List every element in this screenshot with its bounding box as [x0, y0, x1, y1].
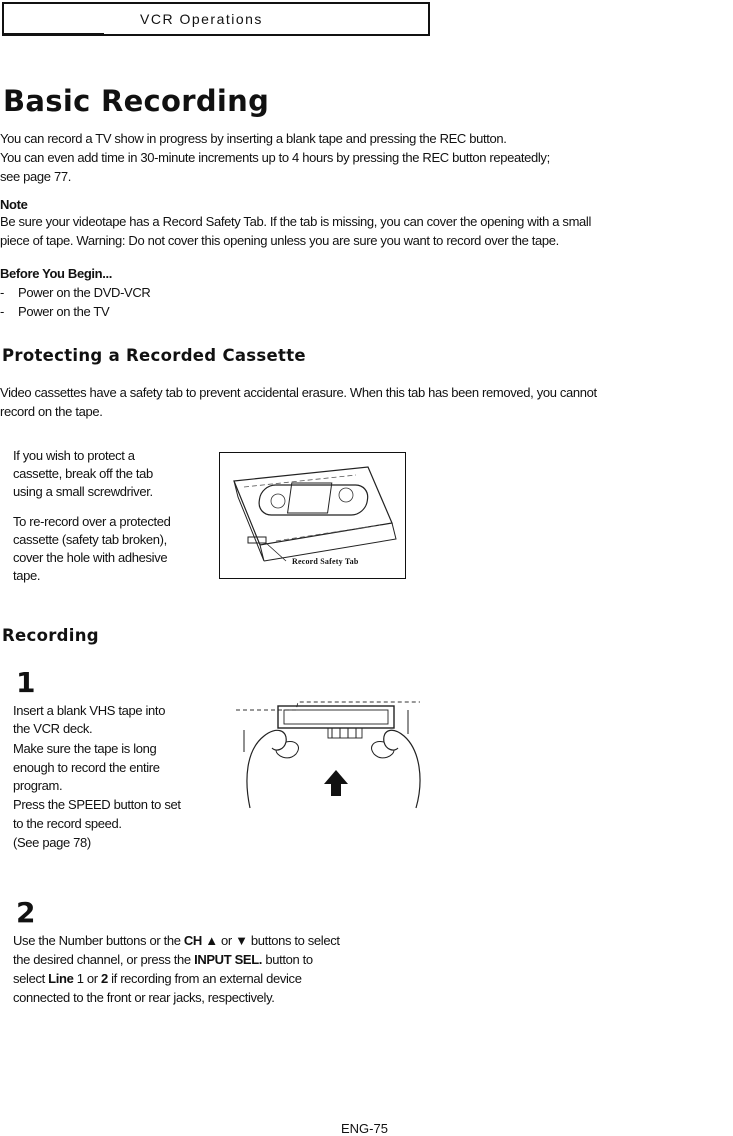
safety-tab-label: Record Safety Tab	[292, 557, 359, 566]
intro-line: You can even add time in 30-minute increments up to 4 hours by pressing the REC button repeatedly;	[0, 150, 550, 165]
insert-arrow-icon	[324, 770, 348, 796]
note-line: piece of tape. Warning: Do not cover this opening unless you are sure you want to record over the tape.	[0, 233, 559, 248]
step-1-line: program.	[13, 778, 63, 793]
step-1-number: 1	[16, 666, 36, 699]
protect-line: record on the tape.	[0, 404, 103, 419]
step-1-line: Press the SPEED button to set	[13, 797, 181, 812]
step-2-line: the desired channel, or press the INPUT SEL. button to	[13, 952, 313, 967]
step-2-line: select Line 1 or 2 if recording from an external device	[13, 971, 302, 986]
step-1-line: enough to record the entire	[13, 760, 160, 775]
before-label: Before You Begin...	[0, 266, 113, 281]
cassette-figure	[219, 452, 406, 579]
protect-heading: Protecting a Recorded Cassette	[2, 346, 306, 365]
safety-tab-pointer	[266, 543, 286, 561]
note-label: Note	[0, 197, 28, 212]
protect-side-line: cover the hole with adhesive	[13, 550, 168, 565]
list-item: - Power on the DVD-VCR	[0, 285, 151, 300]
step-1-line: Make sure the tape is long	[13, 741, 157, 756]
protect-side-line: tape.	[13, 568, 41, 583]
protect-line: Video cassettes have a safety tab to prevent accidental erasure. When this tab has been removed, you cannot	[0, 385, 597, 400]
step-1-line: Insert a blank VHS tape into	[13, 703, 166, 718]
recording-heading: Recording	[2, 626, 99, 645]
step-2-line: connected to the front or rear jacks, respectively.	[13, 990, 275, 1005]
protect-side-line: If you wish to protect a	[13, 448, 135, 463]
note-line: Be sure your videotape has a Record Safety Tab. If the tab is missing, you can cover the opening with a small	[0, 214, 592, 229]
protect-side-line: cassette, break off the tab	[13, 466, 153, 481]
intro-line: You can record a TV show in progress by inserting a blank tape and pressing the REC button.	[0, 131, 507, 146]
intro-line: see page 77.	[0, 169, 71, 184]
section-header-title: VCR Operations	[140, 11, 263, 27]
tape-insert-illustration	[236, 690, 436, 820]
step-2-number: 2	[16, 896, 36, 929]
step-1-line: (See page 78)	[13, 835, 91, 850]
header-underline-accent	[4, 33, 104, 36]
step-1-line: the VCR deck.	[13, 721, 93, 736]
list-item: - Power on the TV	[0, 304, 110, 319]
step-2-line: Use the Number buttons or the CH ▲ or ▼ buttons to select	[13, 933, 340, 948]
section-header-box	[2, 2, 430, 36]
step-1-line: to the record speed.	[13, 816, 122, 831]
protect-side-line: cassette (safety tab broken),	[13, 532, 167, 547]
page-title: Basic Recording	[3, 84, 270, 118]
protect-side-line: To re-record over a protected	[13, 514, 171, 529]
protect-side-line: using a small screwdriver.	[13, 484, 153, 499]
page-number: ENG-75	[341, 1121, 388, 1136]
